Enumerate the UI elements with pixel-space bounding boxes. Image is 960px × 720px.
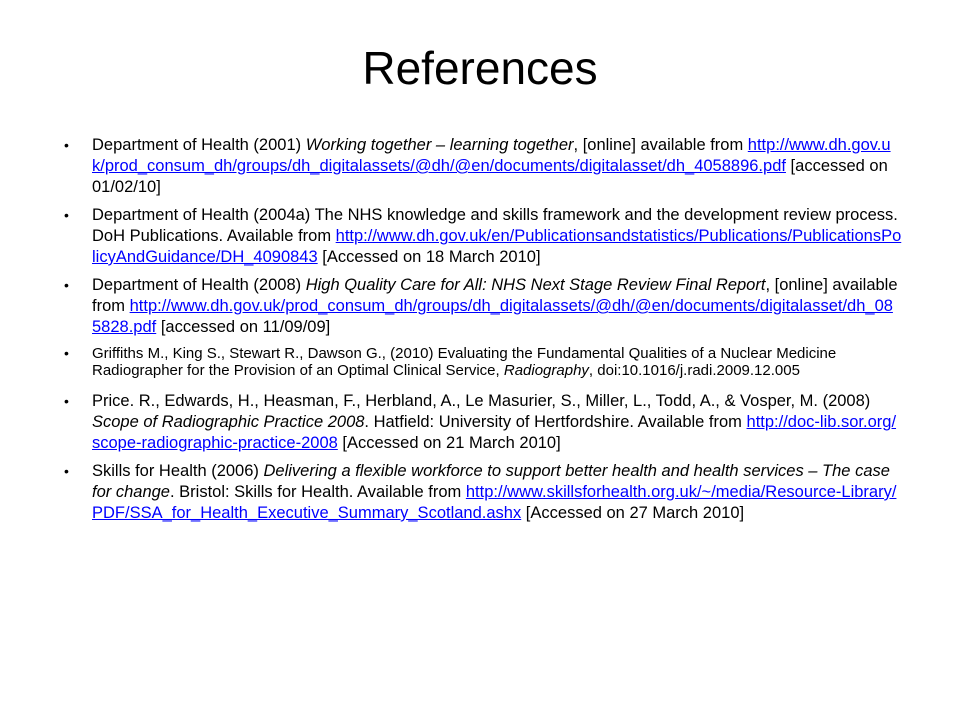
reference-item <box>64 205 902 268</box>
reference-text: . Hatfield: University of Hertfordshire. Available from <box>364 413 747 431</box>
reference-item <box>64 345 902 379</box>
reference-accessed: [Accessed on 18 March 2010] <box>317 248 541 266</box>
slide-title: References <box>362 42 598 94</box>
reference-text: Skills for Health (2006) <box>92 462 264 480</box>
reference-text: , doi:10.1016/j.radi.2009.12.005 <box>588 362 800 379</box>
bullet-icon: • <box>64 345 69 361</box>
reference-text: Department of Health (2004a) The NHS knowledge and skills framework and the development review process. DoH Publications. Available from <box>92 206 898 245</box>
reference-text: Department of Health (2008) <box>92 276 306 294</box>
reference-title: High Quality Care for All: NHS Next Stage Review Final Report <box>305 276 766 294</box>
bullet-icon: • <box>64 463 69 479</box>
reference-title: Delivering a flexible workforce to support better health and health services – The case for change <box>92 462 890 501</box>
reference-text: Department of Health (2001) <box>92 136 306 154</box>
reference-title: Working together – learning together <box>305 136 574 154</box>
reference-link[interactable]: http://doc-lib.sor.org/scope-radiographic-practice-2008 <box>92 413 897 452</box>
bullet-icon: • <box>64 277 69 293</box>
reference-accessed: [accessed on 01/02/10] <box>92 157 888 196</box>
reference-list <box>64 135 902 531</box>
reference-text: Griffiths M., King S., Stewart R., Dawson G., (2010) Evaluating the Fundamental Qualities of a Nuclear Medicine Radiographer for the Provision of an Optimal Clinical Service, <box>92 345 837 379</box>
reference-link[interactable]: http://www.dh.gov.uk/prod_consum_dh/groups/dh_digitalassets/@dh/@en/documents/digitalasset/dh_4058896.pdf <box>92 136 891 175</box>
reference-accessed: [Accessed on 21 March 2010] <box>337 434 561 452</box>
reference-title: Scope of Radiographic Practice 2008 <box>92 413 365 431</box>
reference-item <box>64 135 902 198</box>
reference-link[interactable]: http://www.dh.gov.uk/en/Publicationsandstatistics/Publications/PublicationsPolicyAndGuidance/DH_4090843 <box>92 227 902 266</box>
bullet-icon: • <box>64 393 69 409</box>
reference-accessed: [accessed on 11/09/09] <box>156 318 331 336</box>
reference-text: , [online] available from <box>92 276 898 315</box>
reference-accessed: [Accessed on 27 March 2010] <box>521 504 745 522</box>
reference-text: . Bristol: Skills for Health. Available from <box>169 483 466 501</box>
reference-item <box>64 461 902 524</box>
reference-title: Radiography <box>503 362 589 379</box>
bullet-icon: • <box>64 137 69 153</box>
reference-text: Price. R., Edwards, H., Heasman, F., Herbland, A., Le Masurier, S., Miller, L., Todd, A., & Vosper, M. (2008) <box>92 392 871 410</box>
bullet-icon: • <box>64 207 69 223</box>
reference-link[interactable]: http://www.dh.gov.uk/prod_consum_dh/groups/dh_digitalassets/@dh/@en/documents/digitalasset/dh_085828.pdf <box>92 297 893 336</box>
reference-item <box>64 275 902 338</box>
reference-text: , [online] available from <box>573 136 748 154</box>
reference-item <box>64 391 902 454</box>
reference-link[interactable]: http://www.skillsforhealth.org.uk/~/media/Resource-Library/PDF/SSA_for_Health_Executive_Summary_Scotland.ashx <box>92 483 897 522</box>
